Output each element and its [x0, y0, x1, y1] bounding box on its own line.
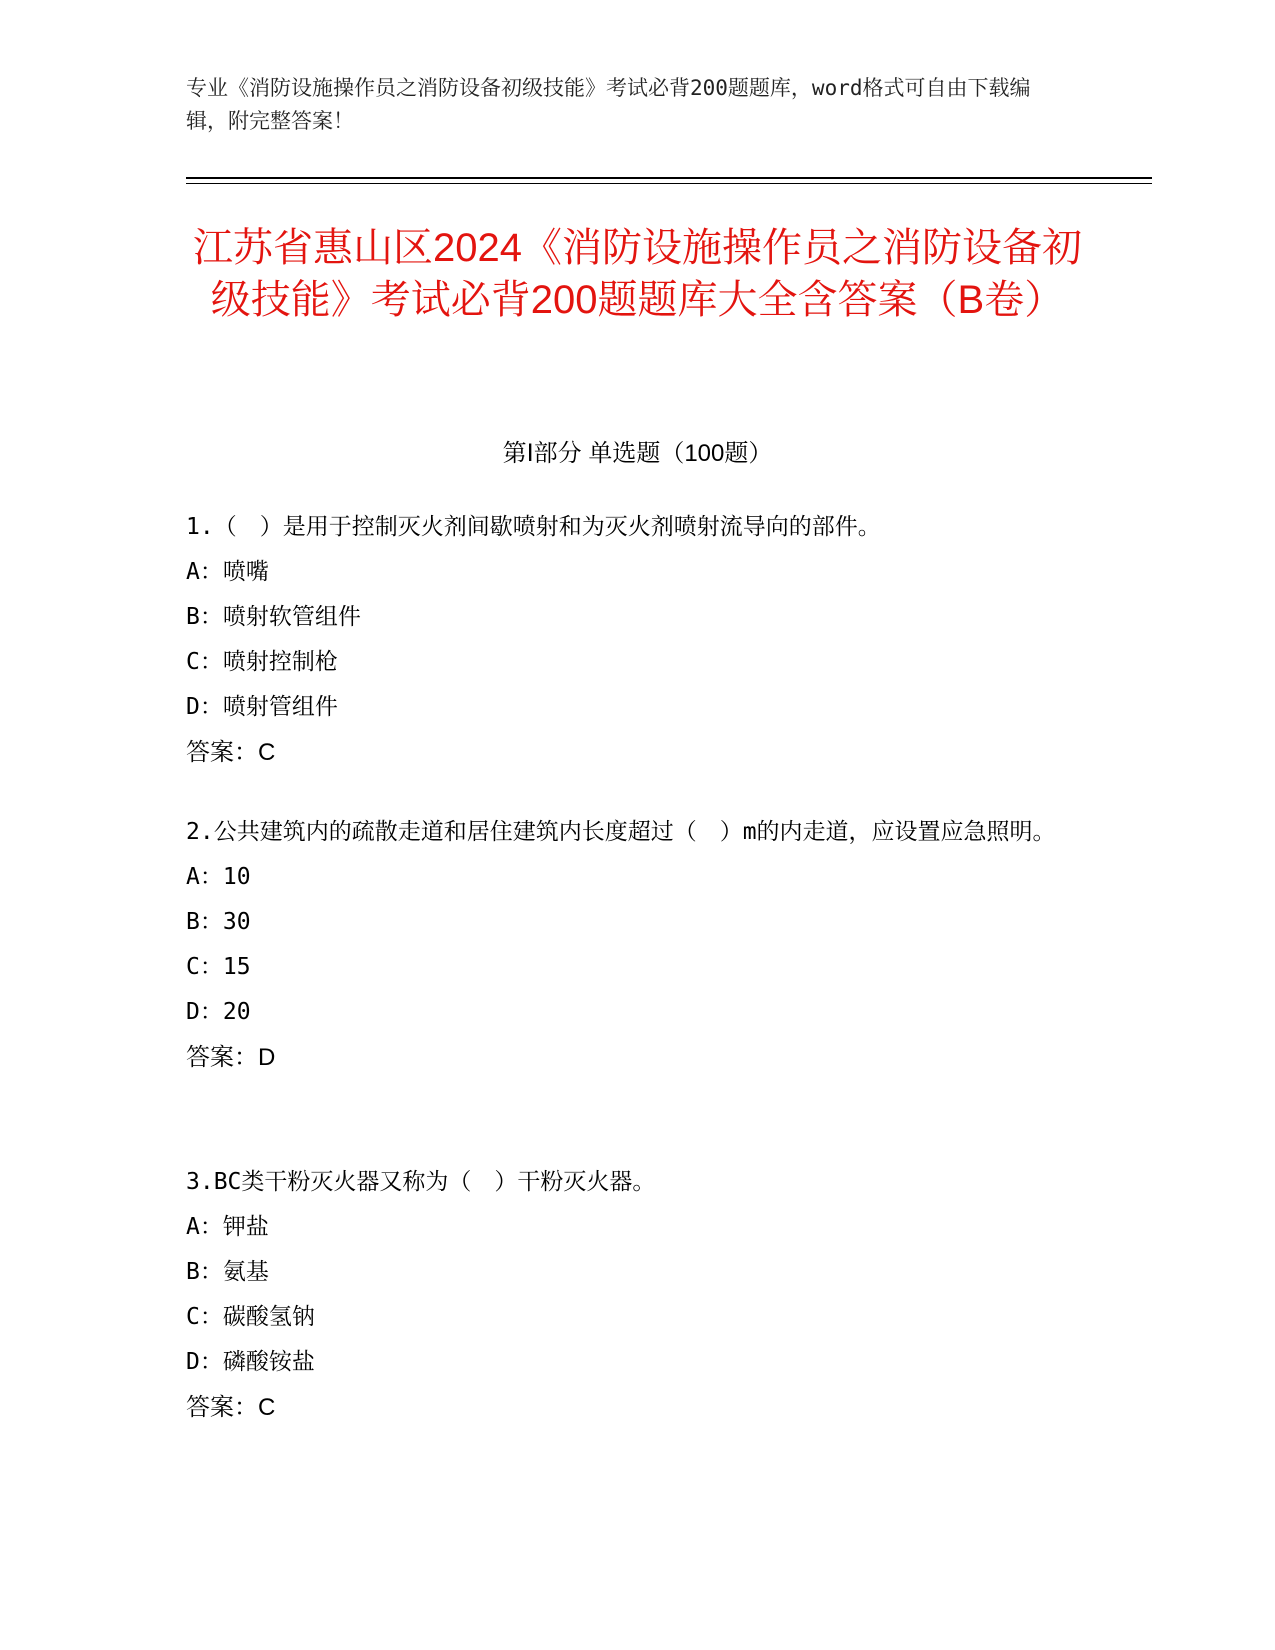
section-title: 第Ⅰ部分 单选题（100题）	[502, 440, 773, 467]
header-divider-thick	[186, 177, 1152, 179]
answer: 答案：C	[186, 1394, 276, 1421]
option-a: A：10	[186, 864, 251, 890]
option-a: A：喷嘴	[186, 559, 269, 585]
option-c: C：碳酸氢钠	[186, 1304, 315, 1330]
document-title: 江苏省惠山区2024《消防设施操作员之消防设备初级技能》考试必背200题题库大全含答案（B卷）	[193, 226, 1082, 322]
option-d: D：喷射管组件	[186, 694, 338, 720]
option-d: D：磷酸铵盐	[186, 1349, 315, 1375]
question-stem: 1.（ ）是用于控制灭火剂间歇喷射和为灭火剂喷射流导向的部件。	[186, 514, 881, 540]
question-1	[186, 505, 1086, 775]
option-c: C：15	[186, 954, 251, 980]
option-d: D：20	[186, 999, 251, 1025]
header-divider-thin	[186, 183, 1152, 184]
option-b: B：氨基	[186, 1259, 269, 1285]
question-stem: 3.BC类干粉灭火器又称为（ ）干粉灭火器。	[186, 1169, 656, 1195]
question-stem: 2.公共建筑内的疏散走道和居住建筑内长度超过（ ）m的内走道，应设置应急照明。	[186, 819, 1056, 845]
answer: 答案：D	[186, 1044, 276, 1071]
option-b: B：30	[186, 909, 251, 935]
option-a: A：钾盐	[186, 1214, 269, 1240]
question-3	[186, 1160, 1086, 1430]
header-note: 专业《消防设施操作员之消防设备初级技能》考试必背200题题库，word格式可自由下载编辑，附完整答案！	[186, 76, 1031, 133]
option-c: C：喷射控制枪	[186, 649, 338, 675]
answer: 答案：C	[186, 739, 276, 766]
option-b: B：喷射软管组件	[186, 604, 361, 630]
question-2	[186, 810, 1086, 1080]
